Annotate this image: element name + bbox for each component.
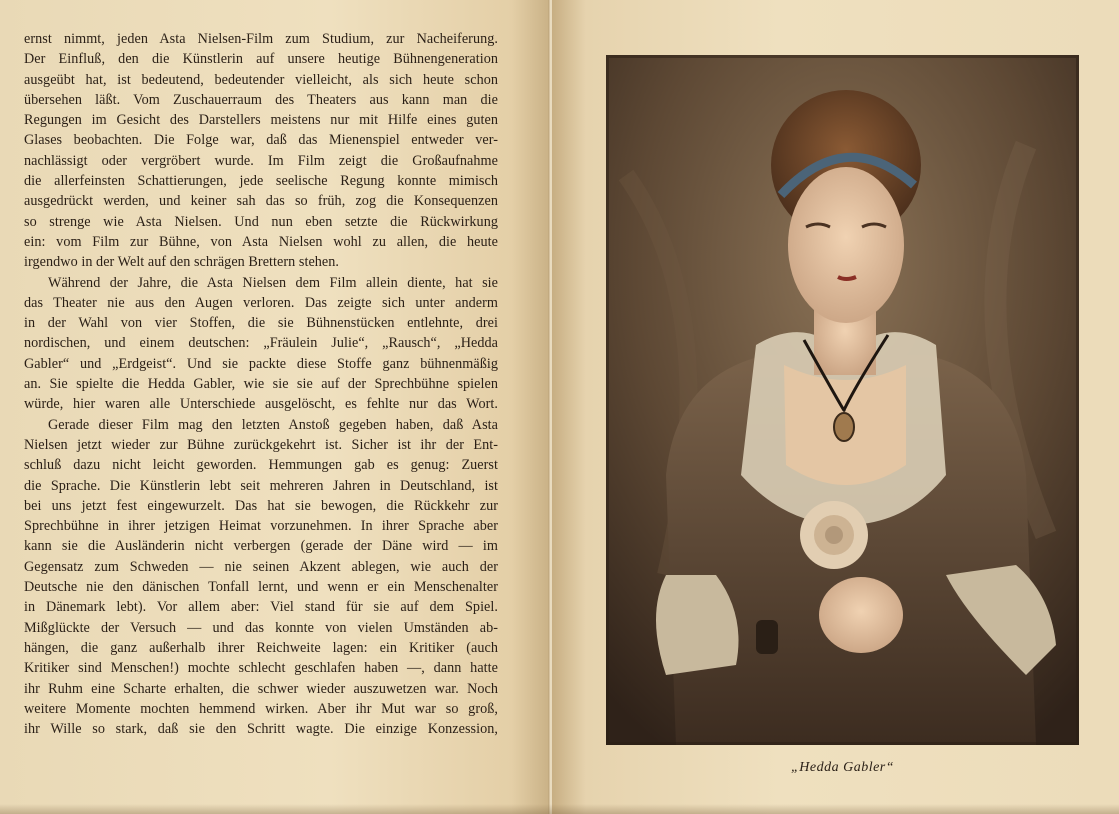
text-line: Glases beobachten. Die Folge war, daß das Mienenspiel entweder ver-	[24, 132, 498, 149]
text-line: Nielsen jetzt wieder zur Bühne zurückgekehrt ist. Sicher ist ihr der Ent-	[24, 436, 498, 453]
text-line: hängen, die ganz außerhalb ihrer Reichweite lagen: ein Kritiker (auch	[24, 639, 498, 656]
text-line: Gegensatz zum Schweden — nie seinen Akzent ablegen, wie auch der	[24, 558, 498, 575]
text-line: in Dänemark lebt). Vor allem aber: Viel stand für sie auf dem Spiel.	[24, 599, 498, 616]
left-page	[0, 0, 550, 814]
text-line: ernst nimmt, jeden Asta Nielsen-Film zum Studium, zur Nacheiferung.	[24, 31, 498, 47]
text-line: Mißglückte der Versuch — und das konnte von vielen Umständen ab-	[24, 619, 498, 636]
text-line: nachlässigt oder vergröbert wurde. Im Film zeigt die Großaufnahme	[24, 152, 498, 169]
text-line: in der Wahl von vier Stoffen, die sie Bühnenstücken entlehnte, drei	[24, 315, 498, 332]
text-line: an. Sie spielte die Hedda Gabler, wie sie sie auf der Sprechbühne spielen	[24, 376, 498, 393]
text-line: bei uns jetzt fest eingewurzelt. Das hat sie bewogen, die Rückkehr zur	[24, 497, 498, 514]
text-line: Sprechbühne in ihrer jetzigen Heimat vorzunehmen. In ihrer Sprache aber	[24, 518, 498, 535]
text-line: nordischen, und einem deutschen: „Fräulein Julie“, „Rausch“, „Hedda	[24, 335, 498, 352]
text-line: ausgeübt hat, ist bedeutend, bedeutender vielleicht, als sich heute schon	[24, 71, 498, 88]
text-line: kann sie die Ausländerin nicht verbergen (gerade der Däne wird — im	[24, 538, 498, 555]
portrait-photo	[606, 55, 1079, 745]
text-line: schluß dazu nicht leicht geworden. Hemmungen gab es genug: Zuerst	[24, 457, 498, 474]
body-text	[24, 29, 498, 739]
text-line: ihr Ruhm eine Scharte erhalten, die schwer wieder auszuwetzen war. Noch	[24, 680, 498, 697]
text-line: Gabler“ und „Erdgeist“. Und sie packte diese Stoffe ganz bühnenmäßig	[24, 355, 498, 372]
text-line: ein: vom Film zur Bühne, von Asta Nielsen wohl zu allen, die heute	[24, 233, 498, 250]
page-edge-shadow	[0, 804, 1119, 814]
text-line: würde, hier waren alle Unterschiede ausgelöscht, es fehlte nur das Wort.	[24, 396, 498, 413]
text-line: Kritiker sind Menschen!) mochte schlecht geschlafen haben —, dann hatte	[24, 660, 498, 677]
text-line: Regungen im Gesicht des Darstellers meistens nur mit Hilfe eines guten	[24, 112, 498, 129]
right-page	[552, 0, 1119, 814]
text-line: Der Einfluß, den die Künstlerin auf unsere heutige Bühnengeneration	[24, 51, 498, 68]
text-line: so strenge wie Asta Nielsen. Und nun eben setzte die Rückwirkung	[24, 213, 498, 230]
text-line: ausgedrückt werden, und keiner sah das so früh, zog die Konsequenzen	[24, 193, 498, 210]
text-line: übersehen läßt. Vom Zuschauerraum des Theaters aus kann man die	[24, 91, 498, 108]
text-line: die Sprache. Die Künstlerin lebt seit mehreren Jahren in Deutschland, ist	[24, 477, 498, 494]
text-line: Während der Jahre, die Asta Nielsen dem Film allein diente, hat sie	[48, 274, 498, 291]
text-line: Gerade dieser Film mag den letzten Anstoß gegeben haben, daß Asta	[48, 416, 498, 433]
text-line: ihr Wille so stark, daß sie den Schritt wagte. Die einzige Konzession,	[24, 721, 498, 738]
text-line: Deutsche nie den dänischen Tonfall lernt, und wenn er ein Menschenalter	[24, 579, 498, 596]
text-line: irgendwo in der Welt auf den schrägen Brettern stehen.	[24, 254, 340, 271]
text-line: das Theater nie aus den Augen verloren. Das zeigte sich unter anderm	[24, 294, 498, 311]
text-line: die allerfeinsten Schattierungen, jede seelische Regung konnte mimisch	[24, 173, 498, 190]
text-line: weitere Momente mochten hemmend wirken. Aber ihr Mut war so groß,	[24, 700, 498, 717]
photo-caption: „Hedda Gabler“	[790, 760, 895, 775]
